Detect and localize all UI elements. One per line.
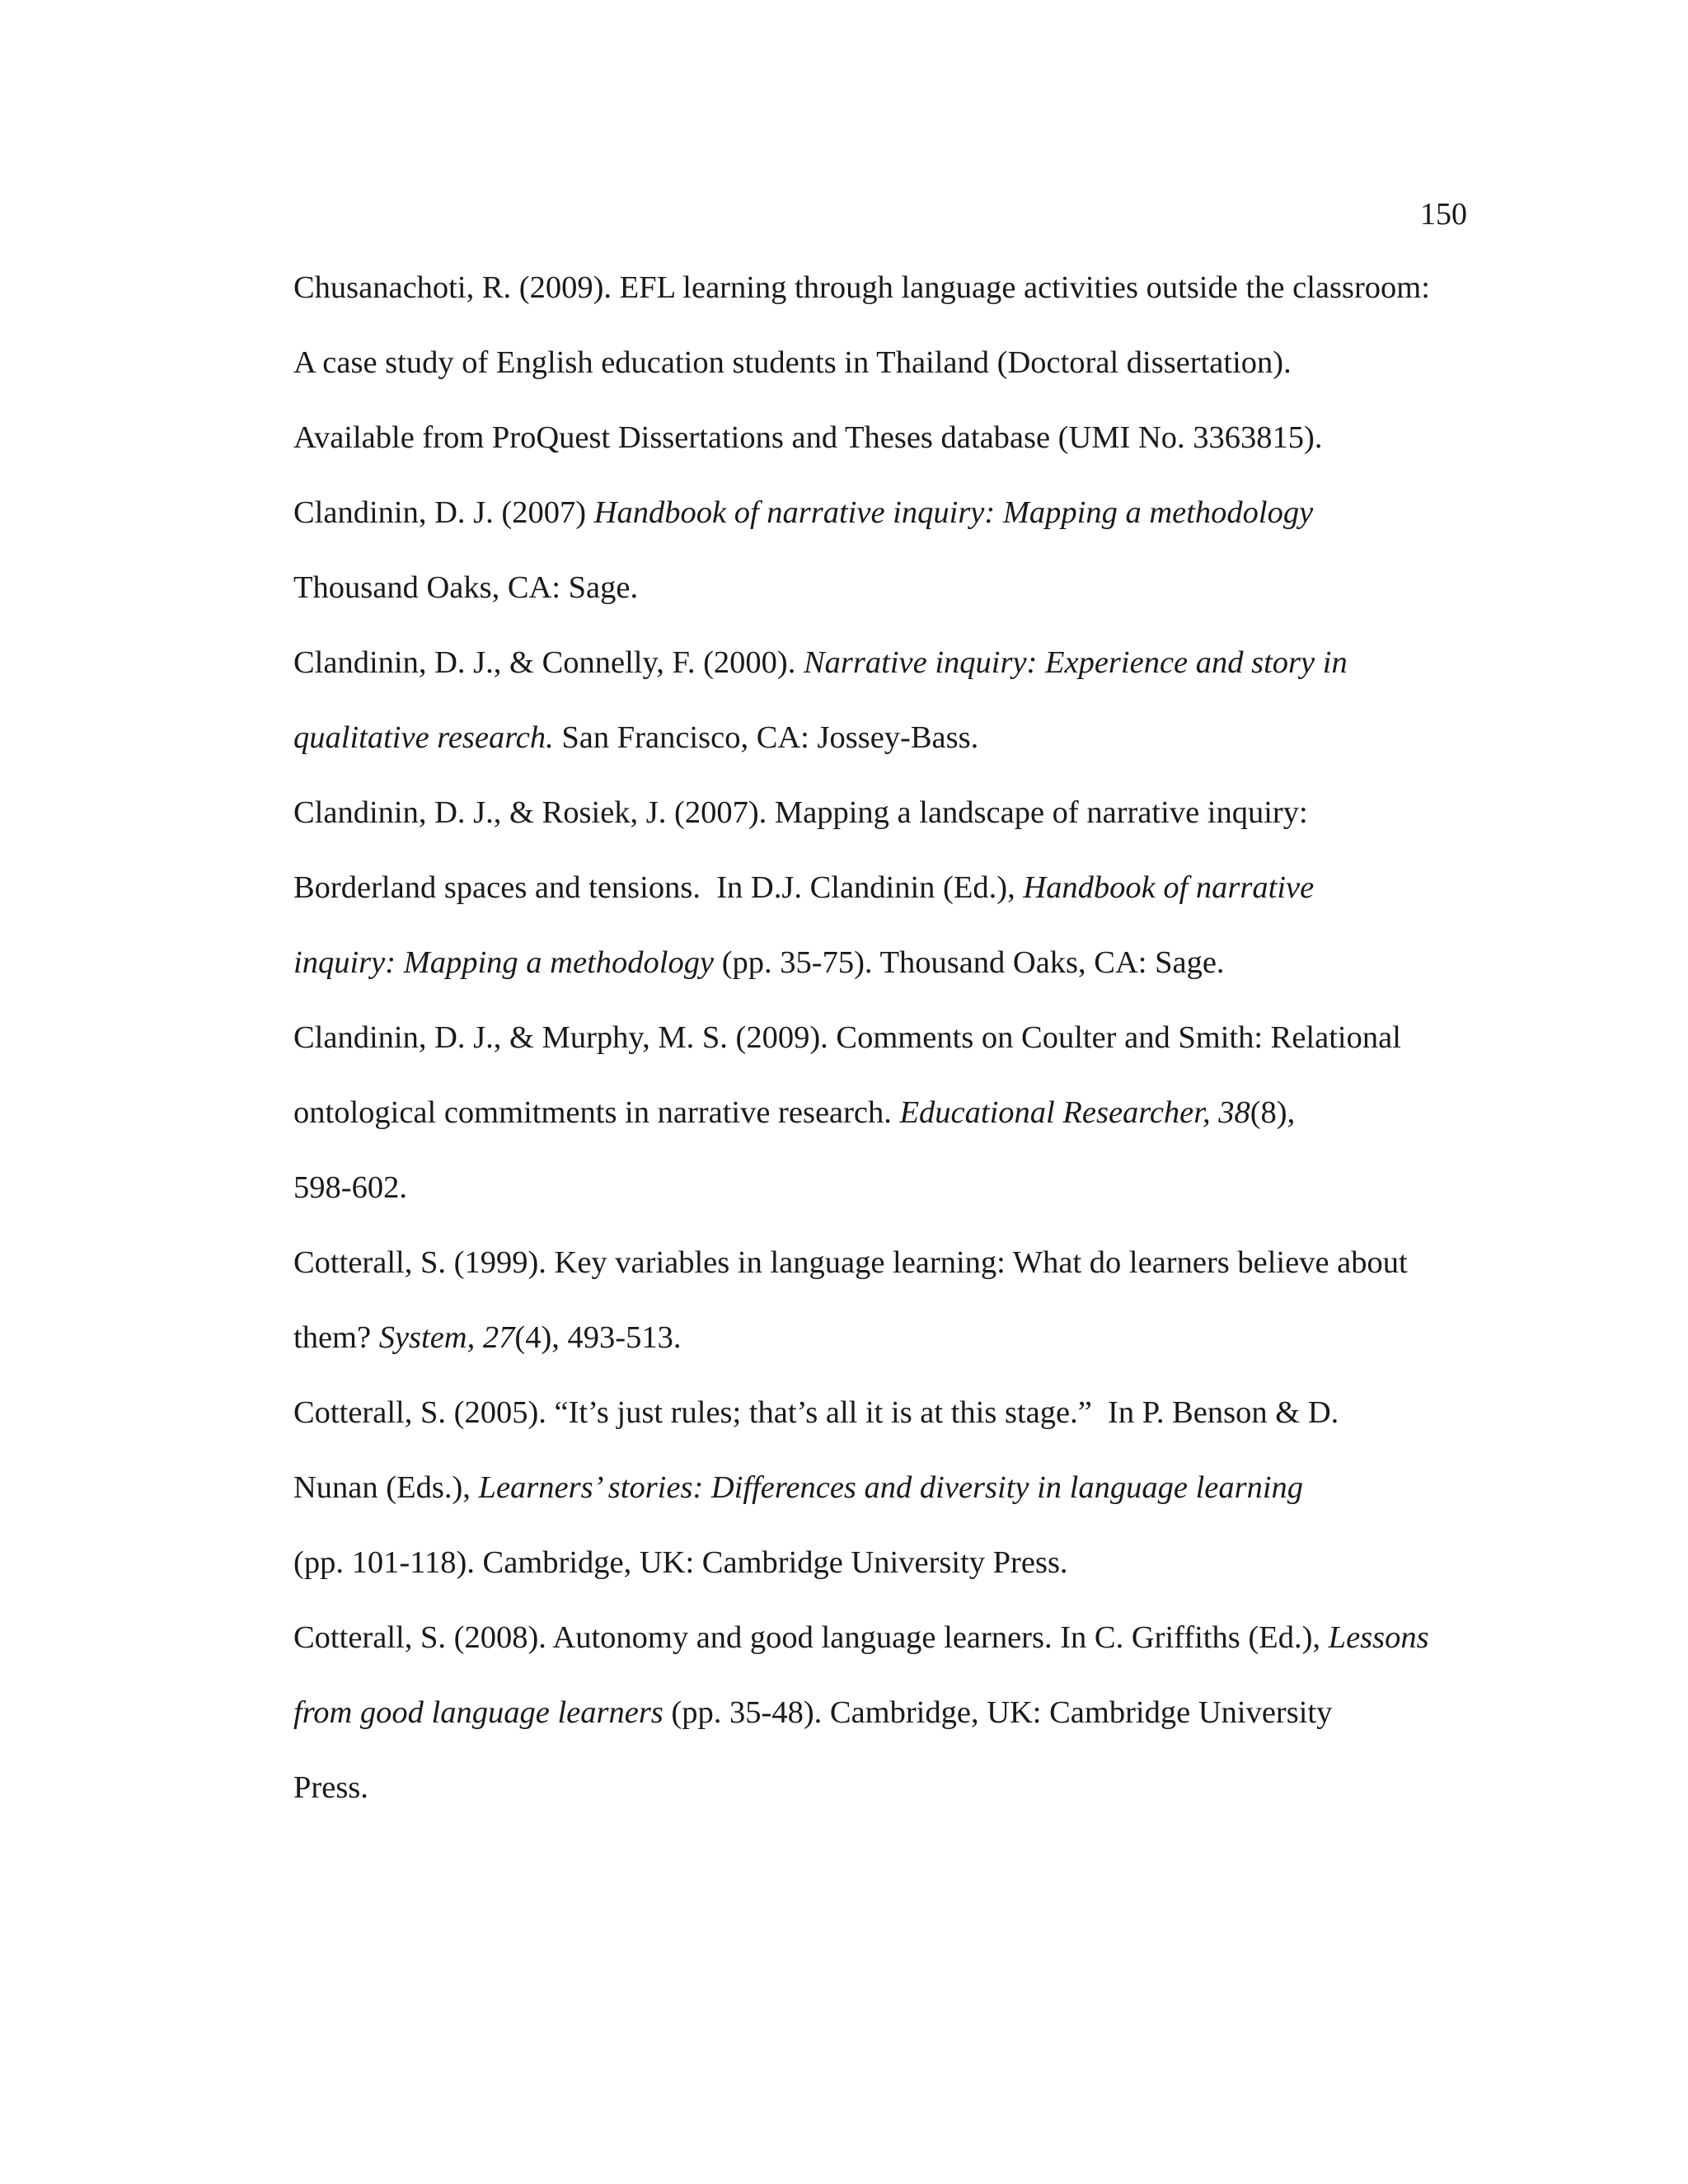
reference-line: Available from ProQuest Dissertations and Theses database (UMI No. 3363815). bbox=[293, 420, 1323, 455]
reference-line bbox=[293, 1301, 1472, 1376]
reference-text: (4), 493-513. bbox=[514, 1320, 682, 1355]
reference-line: Cotterall, S. (1999). Key variables in language learning: What do learners believe about bbox=[293, 1245, 1408, 1280]
reference-title: Handbook of narrative bbox=[1023, 870, 1315, 905]
reference-line: Clandinin, D. J., & Murphy, M. S. (2009). Comments on Coulter and Smith: Relational bbox=[293, 1020, 1401, 1055]
reference-line: A case study of English education students in Thailand (Doctoral dissertation). bbox=[293, 345, 1292, 380]
reference-line: Thousand Oaks, CA: Sage. bbox=[293, 570, 639, 605]
reference-line: 598-602. bbox=[293, 1170, 407, 1205]
reference-text: (pp. 35-48). Cambridge, UK: Cambridge University bbox=[663, 1695, 1333, 1730]
reference-journal: Educational Researcher, 38 bbox=[899, 1095, 1250, 1130]
page-number: 150 bbox=[1420, 197, 1467, 232]
reference-line bbox=[293, 851, 1472, 926]
reference-title: from good language learners bbox=[293, 1695, 663, 1730]
reference-title: Handbook of narrative inquiry: Mapping a methodology bbox=[593, 495, 1314, 530]
reference-text: (pp. 35-75). Thousand Oaks, CA: Sage. bbox=[714, 945, 1225, 980]
reference-entry-cotterall-2005 bbox=[293, 1376, 1472, 1601]
reference-line bbox=[293, 1451, 1472, 1526]
reference-journal: System, 27 bbox=[378, 1320, 515, 1355]
reference-title: Narrative inquiry: Experience and story in bbox=[803, 645, 1348, 680]
reference-text: San Francisco, CA: Jossey-Bass. bbox=[553, 720, 979, 755]
reference-title: Lessons bbox=[1328, 1620, 1429, 1655]
reference-line bbox=[293, 1076, 1472, 1151]
reference-entry-cotterall-2008 bbox=[293, 1601, 1472, 1825]
reference-text: Cotterall, S. (2008). Autonomy and good language learners. In C. Griffiths (Ed.), bbox=[293, 1620, 1329, 1655]
reference-entry-chusanachoti-2009 bbox=[293, 251, 1472, 476]
reference-entry-clandinin-2007 bbox=[293, 476, 1472, 626]
reference-line bbox=[293, 626, 1472, 701]
reference-entry-cotterall-1999 bbox=[293, 1226, 1472, 1376]
reference-line: Clandinin, D. J., & Rosiek, J. (2007). Mapping a landscape of narrative inquiry: bbox=[293, 795, 1308, 830]
reference-line: (pp. 101-118). Cambridge, UK: Cambridge University Press. bbox=[293, 1545, 1068, 1580]
reference-list bbox=[293, 251, 1472, 1825]
reference-line: Chusanachoti, R. (2009). EFL learning through language activities outside the classroom: bbox=[293, 270, 1430, 305]
reference-text: Nunan (Eds.), bbox=[293, 1470, 479, 1505]
reference-entry-clandinin-murphy-2009 bbox=[293, 1001, 1472, 1226]
reference-text: them? bbox=[293, 1320, 379, 1355]
reference-title: Learners’ stories: Differences and diversity in language learning bbox=[478, 1470, 1304, 1505]
reference-title: inquiry: Mapping a methodology bbox=[293, 945, 715, 980]
reference-line bbox=[293, 476, 1472, 551]
reference-entry-clandinin-connelly-2000 bbox=[293, 626, 1472, 776]
reference-text: Borderland spaces and tensions. In D.J. Clandinin (Ed.), bbox=[293, 870, 1024, 905]
reference-text: (8), bbox=[1250, 1095, 1296, 1130]
reference-text: ontological commitments in narrative research. bbox=[293, 1095, 900, 1130]
reference-line: Cotterall, S. (2005). “It’s just rules; that’s all it is at this stage.” In P. Benson & D. bbox=[293, 1395, 1339, 1430]
reference-line bbox=[293, 926, 1472, 1001]
reference-line: Press. bbox=[293, 1770, 368, 1805]
reference-line bbox=[293, 1675, 1472, 1750]
reference-title: qualitative research. bbox=[293, 720, 554, 755]
reference-entry-clandinin-rosiek-2007 bbox=[293, 776, 1472, 1001]
reference-text: Clandinin, D. J. (2007) bbox=[293, 495, 594, 530]
reference-text: Clandinin, D. J., & Connelly, F. (2000). bbox=[293, 645, 804, 680]
reference-line bbox=[293, 701, 1472, 776]
reference-line bbox=[293, 1601, 1472, 1675]
